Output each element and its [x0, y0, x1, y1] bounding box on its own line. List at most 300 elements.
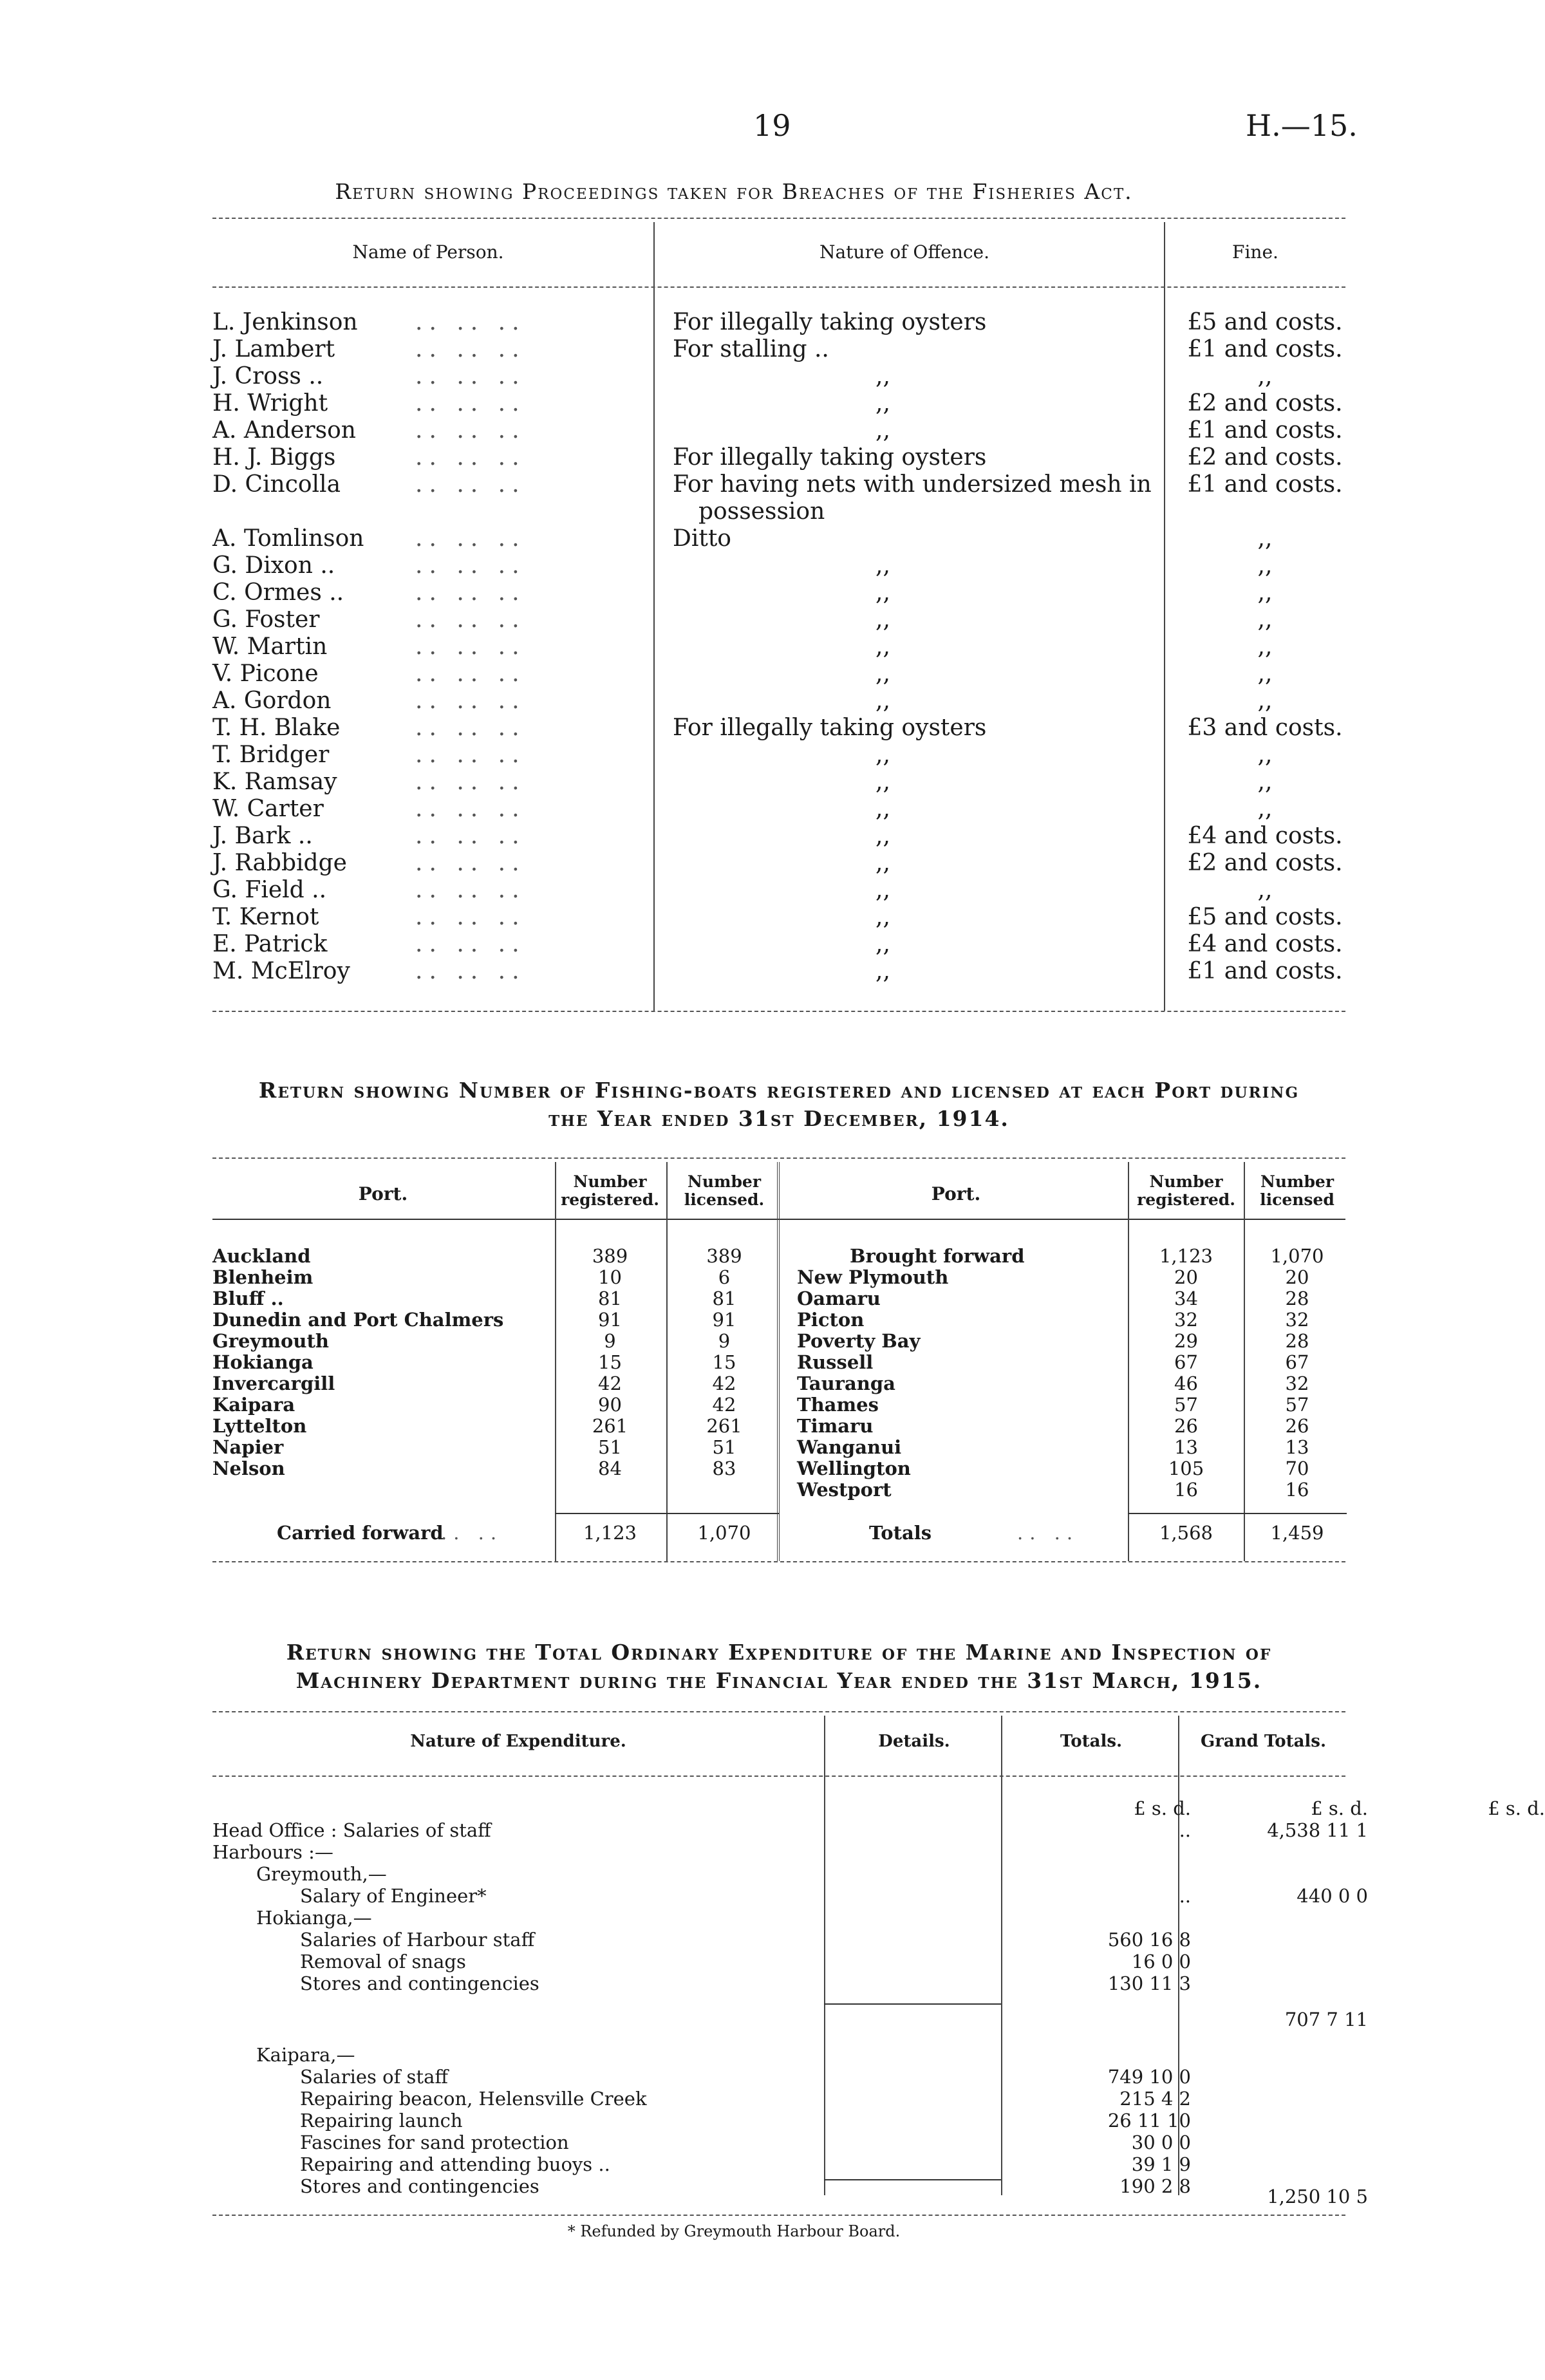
licensed-header-line1: Number	[687, 1172, 762, 1191]
licensed-count: 28	[1285, 1330, 1309, 1352]
fishing-boats-title-line2: the Year ended 31st December, 1914.	[548, 1106, 1009, 1131]
leader-dots: .. .. ..	[415, 363, 526, 389]
fine: £5 and costs.	[1187, 309, 1343, 335]
table-row	[212, 2186, 1368, 2207]
fisheries-proceedings-title: Return showing Proceedings taken for Breaches of the Fisheries Act.	[335, 179, 1133, 204]
port-name: Poverty Bay	[797, 1330, 921, 1352]
licensed-count: 70	[1285, 1457, 1309, 1479]
registered-header-line1: Number	[1149, 1172, 1223, 1191]
fine: £2 and costs.	[1187, 444, 1343, 471]
table2-header-registered-right	[1130, 1173, 1242, 1209]
fine: £2 and costs.	[1187, 850, 1343, 876]
carried-forward-label: Carried forward	[277, 1522, 444, 1544]
offence-continued: possession	[698, 498, 825, 525]
registered-count: 46	[1174, 1373, 1198, 1394]
table-row	[779, 1437, 1345, 1458]
fine: ,,	[1257, 796, 1273, 822]
person-name: J. Bark ..	[212, 823, 313, 849]
table-row	[212, 850, 1345, 877]
person-name: G. Foster	[212, 606, 320, 633]
leader-dots: .. .. ..	[415, 904, 526, 930]
person-name: L. Jenkinson	[212, 309, 358, 335]
table-row	[212, 1331, 779, 1352]
expenditure-label: Kaipara,—	[256, 2044, 355, 2066]
leader-dots: .. .. ..	[415, 417, 526, 444]
fine: £3 and costs.	[1187, 715, 1343, 741]
table3-header-totals: Totals.	[1060, 1732, 1123, 1751]
table-row	[212, 742, 1345, 769]
licensed-count: 91	[712, 1309, 736, 1331]
expenditure-label: Hokianga,—	[256, 1907, 372, 1929]
fine: £1 and costs.	[1187, 417, 1343, 444]
leader-dots: .. .. ..	[415, 823, 526, 849]
table-row	[212, 2009, 1368, 2030]
port-name: Lyttelton	[212, 1415, 307, 1437]
licensed-count: 261	[706, 1415, 742, 1437]
fine: £1 and costs.	[1187, 471, 1343, 498]
person-name: W. Carter	[212, 796, 324, 822]
person-name: K. Ramsay	[212, 769, 337, 795]
table2-left-sum-rule	[555, 1513, 779, 1514]
leader-dots: .. .. ..	[415, 796, 526, 822]
table1-header-offence: Nature of Offence.	[819, 241, 990, 263]
page-number: 19	[753, 108, 791, 143]
table-row	[779, 1267, 1345, 1288]
total-amount: 440 0 0	[1297, 1885, 1368, 1907]
licensed-header-line2: licensed.	[684, 1190, 765, 1209]
licensed-count: 67	[1285, 1351, 1309, 1373]
fine: ,,	[1257, 688, 1273, 714]
licensed-count: 6	[718, 1266, 731, 1288]
leader-dots: .. .. ..	[415, 877, 526, 903]
table-row	[779, 1288, 1345, 1309]
total-amount: 1,250 10 5	[1267, 2186, 1368, 2207]
offence: For illegally taking oysters	[673, 715, 987, 741]
grand-totals-units: £ s. d.	[1488, 1797, 1545, 1819]
table3-header-grand-totals: Grand Totals.	[1200, 1732, 1326, 1751]
person-name: C. Ormes ..	[212, 579, 344, 606]
table-row	[212, 1246, 779, 1267]
table1-top-rule	[212, 218, 1345, 219]
table3-bottom-rule	[212, 2215, 1345, 2216]
fine: ,,	[1257, 769, 1273, 795]
table-row	[212, 1416, 779, 1437]
table-row	[779, 1416, 1345, 1437]
port-name: Hokianga	[212, 1351, 314, 1373]
registered-count: 10	[598, 1266, 622, 1288]
fine: £4 and costs.	[1187, 931, 1343, 957]
registered-count: 34	[1174, 1288, 1198, 1309]
table-row	[212, 958, 1345, 985]
detail-amount: 16 0 0	[1131, 1951, 1191, 1972]
offence: ,,	[876, 363, 890, 389]
port-name: Brought forward	[850, 1245, 1025, 1267]
offence: ,,	[876, 823, 890, 849]
port-name: Invercargill	[212, 1373, 335, 1394]
offence: For stalling ..	[673, 336, 829, 362]
leader-dots: .. .. ..	[415, 444, 526, 471]
fine: ,,	[1257, 552, 1273, 579]
table2-header-port-left: Port.	[358, 1183, 408, 1204]
table-row	[212, 769, 1345, 796]
offence: ,,	[876, 552, 890, 579]
details-units: £ s. d.	[1134, 1797, 1191, 1819]
port-name: Oamaru	[797, 1288, 881, 1309]
fine: £1 and costs.	[1187, 958, 1343, 984]
table-row	[779, 1458, 1345, 1479]
table-row	[212, 1907, 1345, 1929]
offence: ,,	[876, 877, 890, 903]
table-row	[212, 2066, 1345, 2088]
licensed-count: 51	[712, 1436, 736, 1458]
fishing-boats-title-line1: Return showing Number of Fishing-boats registered and licensed at each Port during	[258, 1078, 1300, 1103]
leader-dots: .. .. ..	[415, 931, 526, 957]
leader-dots: .. .. ..	[415, 390, 526, 417]
port-name: Westport	[797, 1479, 892, 1501]
port-name: Thames	[797, 1394, 879, 1416]
licensed-count: 1,070	[1270, 1245, 1324, 1267]
table-row	[212, 661, 1345, 688]
person-name: A. Anderson	[212, 417, 356, 444]
registered-count: 9	[604, 1330, 616, 1352]
offence: ,,	[876, 931, 890, 957]
table-row	[212, 1863, 1345, 1885]
leader-dots: .. .. ..	[415, 633, 526, 660]
detail-amount: 560 16 8	[1107, 1929, 1191, 1951]
table-row	[212, 2132, 1345, 2153]
port-name: Nelson	[212, 1457, 285, 1479]
table-row	[212, 1373, 779, 1394]
registered-count: 67	[1174, 1351, 1198, 1373]
port-name: Picton	[797, 1309, 865, 1331]
port-name: Auckland	[212, 1245, 311, 1267]
table-row	[212, 1841, 1345, 1863]
fine: ,,	[1257, 633, 1273, 660]
port-name: Wanganui	[797, 1436, 902, 1458]
licensed-count: 389	[706, 1245, 742, 1267]
person-name: G. Dixon ..	[212, 552, 335, 579]
table-row	[212, 1458, 779, 1479]
registered-count: 26	[1174, 1415, 1198, 1437]
licensed-count: 42	[712, 1394, 736, 1416]
table-row	[212, 633, 1345, 661]
port-name: Bluff ..	[212, 1288, 284, 1309]
totals-units: £ s. d.	[1311, 1797, 1368, 1819]
table-row	[212, 931, 1345, 958]
licensed-count: 28	[1285, 1288, 1309, 1309]
table-row	[212, 796, 1345, 823]
person-name: A. Gordon	[212, 688, 332, 714]
table-row	[212, 1309, 779, 1331]
table1-header-name: Name of Person.	[352, 241, 504, 263]
person-name: H. Wright	[212, 390, 328, 417]
table-row	[212, 606, 1345, 633]
port-name: Wellington	[797, 1457, 911, 1479]
totals-licensed: 1,459	[1270, 1522, 1324, 1544]
expenditure-label: Harbours :—	[212, 1841, 333, 1863]
detail-amount: ..	[1179, 1819, 1191, 1841]
carried-forward-licensed: 1,070	[697, 1522, 751, 1544]
fine: ,,	[1257, 661, 1273, 687]
registered-count: 389	[592, 1245, 628, 1267]
carried-forward-registered: 1,123	[583, 1522, 637, 1544]
table1-header-rule	[212, 286, 1345, 288]
fine: £5 and costs.	[1187, 904, 1343, 930]
offence: ,,	[876, 850, 890, 876]
detail-amount: 39 1 9	[1131, 2153, 1191, 2175]
person-name: V. Picone	[212, 661, 319, 687]
table-row	[212, 2153, 1345, 2175]
leader-dots: .. .. ..	[415, 471, 526, 498]
table-row	[212, 2110, 1345, 2132]
table3-top-rule	[212, 1711, 1345, 1712]
table-row	[212, 390, 1345, 417]
offence: ,,	[876, 417, 890, 444]
registered-count: 57	[1174, 1394, 1198, 1416]
table-row	[212, 2088, 1345, 2110]
registered-count: 105	[1168, 1457, 1204, 1479]
registered-count: 15	[598, 1351, 622, 1373]
table3-units-row	[212, 1797, 1545, 1819]
licensed-count: 20	[1285, 1266, 1309, 1288]
registered-count: 42	[598, 1373, 622, 1394]
total-amount: 4,538 11 1	[1267, 1819, 1368, 1841]
port-name: Kaipara	[212, 1394, 295, 1416]
expenditure-label: Repairing and attending buoys ..	[300, 2153, 610, 2175]
detail-amount: 215 4 2	[1119, 2088, 1191, 2110]
person-name: H. J. Biggs	[212, 444, 336, 471]
fine: ,,	[1257, 606, 1273, 633]
licensed-count: 57	[1285, 1394, 1309, 1416]
registered-count: 20	[1174, 1266, 1198, 1288]
leader-dots: .. ..	[1017, 1522, 1080, 1544]
fine: ,,	[1257, 742, 1273, 768]
expenditure-label: Fascines for sand protection	[300, 2132, 569, 2153]
expenditure-label: Repairing beacon, Helensville Creek	[300, 2088, 647, 2110]
person-name: J. Cross ..	[212, 363, 324, 389]
offence: Ditto	[673, 525, 731, 552]
table2-header-port-right: Port.	[931, 1183, 981, 1204]
offence: ,,	[876, 796, 890, 822]
table-row	[212, 1819, 1368, 1841]
offence: For illegally taking oysters	[673, 309, 987, 335]
leader-dots: .. .. ..	[415, 525, 526, 552]
leader-dots: .. .. ..	[415, 958, 526, 984]
port-name: New Plymouth	[797, 1266, 949, 1288]
table2-carried-forward-row	[212, 1523, 779, 1544]
offence: ,,	[876, 769, 890, 795]
registered-header-line2: registered.	[1137, 1190, 1235, 1209]
registered-count: 13	[1174, 1436, 1198, 1458]
person-name: T. H. Blake	[212, 715, 341, 741]
offence: ,,	[876, 606, 890, 633]
table-row	[212, 904, 1345, 931]
person-name: T. Kernot	[212, 904, 319, 930]
table-row	[212, 444, 1345, 471]
offence: ,,	[876, 633, 890, 660]
port-name: Greymouth	[212, 1330, 329, 1352]
table-row	[779, 1309, 1345, 1331]
person-name: A. Tomlinson	[212, 525, 364, 552]
table-row	[212, 579, 1345, 606]
table2-bottom-rule	[212, 1561, 1345, 1562]
person-name: J. Rabbidge	[212, 850, 347, 876]
licensed-count: 42	[712, 1373, 736, 1394]
fine: ,,	[1257, 877, 1273, 903]
port-name: Napier	[212, 1436, 284, 1458]
registered-count: 32	[1174, 1309, 1198, 1331]
leader-dots: .. .. ..	[415, 309, 526, 335]
person-name: T. Bridger	[212, 742, 330, 768]
offence: ,,	[876, 904, 890, 930]
expenditure-label: Stores and contingencies	[300, 2175, 539, 2197]
expenditure-label: Head Office : Salaries of staff	[212, 1819, 491, 1841]
leader-dots: .. .. ..	[415, 769, 526, 795]
fishing-boats-title	[206, 1076, 1352, 1133]
table-row	[212, 877, 1345, 904]
person-name: G. Field ..	[212, 877, 327, 903]
expenditure-label: Salaries of Harbour staff	[300, 1929, 535, 1951]
offence: ,,	[876, 661, 890, 687]
fine: £2 and costs.	[1187, 390, 1343, 417]
detail-amount: 749 10 0	[1107, 2066, 1191, 2088]
person-name: D. Cincolla	[212, 471, 341, 498]
table-row	[212, 1972, 1345, 1994]
licensed-count: 81	[712, 1288, 736, 1309]
expenditure-title-line1: Return showing the Total Ordinary Expenditure of the Marine and Inspection of	[286, 1640, 1272, 1665]
registered-count: 1,123	[1159, 1245, 1213, 1267]
table2-header-licensed-left	[670, 1173, 779, 1209]
table1-header-fine: Fine.	[1232, 241, 1278, 263]
table-row	[212, 417, 1345, 444]
leader-dots: .. .. ..	[415, 579, 526, 606]
offence: ,,	[876, 688, 890, 714]
fine: £1 and costs.	[1187, 336, 1343, 362]
kaipara-sum-rule	[824, 2179, 1001, 2180]
table-row	[212, 1267, 779, 1288]
table-row	[212, 823, 1345, 850]
table2-totals-row	[779, 1523, 1345, 1544]
offence: ,,	[876, 390, 890, 417]
detail-amount: ..	[1179, 1885, 1191, 1907]
port-name: Tauranga	[797, 1373, 895, 1394]
registered-count: 16	[1174, 1479, 1198, 1501]
licensed-count: 83	[712, 1457, 736, 1479]
table-row	[212, 1352, 779, 1373]
expenditure-title	[206, 1638, 1352, 1695]
table3-header-rule	[212, 1776, 1345, 1777]
table-row	[212, 525, 1345, 552]
leader-dots: .. .. ..	[415, 552, 526, 579]
total-amount: 707 7 11	[1284, 2009, 1368, 2030]
port-name: Blenheim	[212, 1266, 314, 1288]
expenditure-title-line2: Machinery Department during the Financial Year ended the 31st March, 1915.	[295, 1668, 1262, 1693]
registered-count: 51	[598, 1436, 622, 1458]
person-name: W. Martin	[212, 633, 328, 660]
table2-right-sum-rule	[1128, 1513, 1347, 1514]
licensed-count: 32	[1285, 1309, 1309, 1331]
totals-registered: 1,568	[1159, 1522, 1213, 1544]
leader-dots: .. .. ..	[415, 688, 526, 714]
person-name: E. Patrick	[212, 931, 328, 957]
detail-amount: 130 11 3	[1107, 1972, 1191, 1994]
table2-header-registered-left	[557, 1173, 663, 1209]
table3-header-details: Details.	[878, 1732, 950, 1751]
table-row	[212, 1885, 1368, 1907]
offence: ,,	[876, 742, 890, 768]
licensed-count: 15	[712, 1351, 736, 1373]
expenditure-label: Salary of Engineer*	[300, 1885, 487, 1907]
table-row	[779, 1352, 1345, 1373]
table-row	[212, 1951, 1345, 1972]
licensed-count: 26	[1285, 1415, 1309, 1437]
table-row	[212, 363, 1345, 390]
leader-dots: .. .. ..	[415, 850, 526, 876]
document-reference: H.—15.	[1246, 108, 1358, 143]
offence: ,,	[876, 579, 890, 606]
table-row	[779, 1246, 1345, 1267]
detail-amount: 26 11 10	[1107, 2110, 1191, 2132]
expenditure-label: Salaries of staff	[300, 2066, 448, 2088]
registered-header-line2: registered.	[561, 1190, 659, 1209]
expenditure-label: Stores and contingencies	[300, 1972, 539, 1994]
registered-count: 261	[592, 1415, 628, 1437]
table-row	[212, 1394, 779, 1416]
fine: ,,	[1257, 363, 1273, 389]
fine: £4 and costs.	[1187, 823, 1343, 849]
port-name: Dunedin and Port Chalmers	[212, 1309, 504, 1331]
table-row	[779, 1479, 1345, 1501]
table-row	[212, 1437, 779, 1458]
table-row	[212, 1288, 779, 1309]
detail-amount: 30 0 0	[1131, 2132, 1191, 2153]
leader-dots: .. ..	[441, 1522, 503, 1544]
table-row	[779, 1373, 1345, 1394]
person-name: J. Lambert	[212, 336, 335, 362]
expenditure-label: Removal of snags	[300, 1951, 466, 1972]
offence: ,,	[876, 958, 890, 984]
table-row	[212, 1929, 1345, 1951]
leader-dots: .. .. ..	[415, 742, 526, 768]
person-name: M. McElroy	[212, 958, 350, 984]
footnote: * Refunded by Greymouth Harbour Board.	[567, 2222, 901, 2240]
table1-bottom-rule	[212, 1011, 1345, 1012]
table-row	[212, 471, 1345, 525]
expenditure-label: Repairing launch	[300, 2110, 463, 2132]
table-row	[212, 309, 1345, 336]
table-row	[212, 688, 1345, 715]
registered-count: 84	[598, 1457, 622, 1479]
licensed-header-line2: licensed	[1260, 1190, 1334, 1209]
licensed-count: 32	[1285, 1373, 1309, 1394]
registered-count: 81	[598, 1288, 622, 1309]
table2-top-rule	[212, 1157, 1345, 1159]
table3-header-nature: Nature of Expenditure.	[410, 1732, 626, 1751]
expenditure-label: Greymouth,—	[256, 1863, 387, 1885]
leader-dots: .. .. ..	[415, 336, 526, 362]
leader-dots: .. .. ..	[415, 606, 526, 633]
detail-amount: 190 2 8	[1119, 2175, 1191, 2197]
offence: For illegally taking oysters	[673, 444, 987, 471]
registered-header-line1: Number	[573, 1172, 647, 1191]
leader-dots: .. .. ..	[415, 661, 526, 687]
hokianga-sum-rule	[824, 2003, 1001, 2005]
totals-label: Totals	[869, 1522, 932, 1544]
registered-count: 29	[1174, 1330, 1198, 1352]
licensed-count: 16	[1285, 1479, 1309, 1501]
registered-count: 91	[598, 1309, 622, 1331]
table-row	[779, 1394, 1345, 1416]
